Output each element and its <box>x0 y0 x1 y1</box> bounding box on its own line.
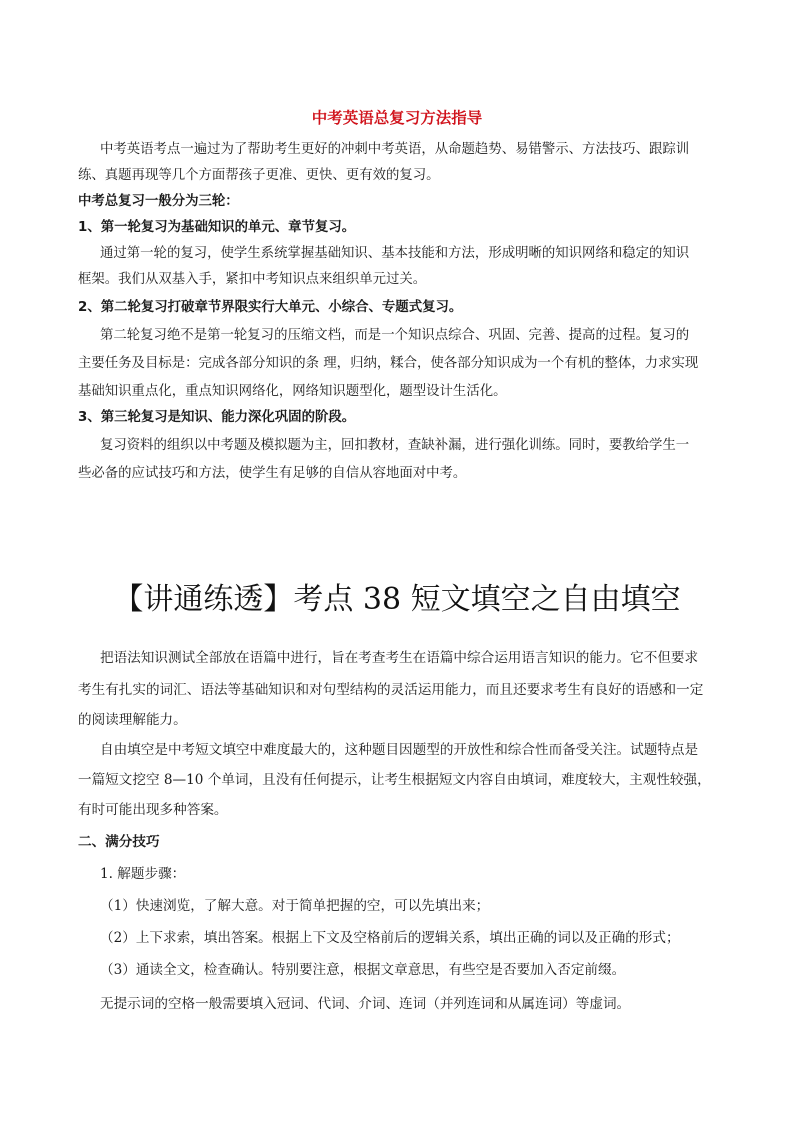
intro-line-1: 中考英语考点一遍过为了帮助考生更好的冲刺中考英语，从命题趋势、易错警示、方法技巧、跟踪训 <box>100 142 690 157</box>
section1-title: 中考英语总复习方法指导 <box>311 109 483 127</box>
round1-body-1: 通过第一轮的复习，使学生系统掌握基础知识、基本技能和方法，形成明晰的知识网络和稳定的知识 <box>100 246 690 261</box>
intro-line-2: 练、真题再现等几个方面帮孩子更准、更快、更有效的复习。 <box>78 168 440 183</box>
round1-body-2: 框架。我们从双基入手，紧扣中考知识点来组织单元过关。 <box>78 272 427 287</box>
round1-heading: 1、第一轮复习为基础知识的单元、章节复习。 <box>78 220 356 235</box>
para2-line-1: 自由填空是中考短文填空中难度最大的，这种题目因题型的开放性和综合性而备受关注。试题特点是 <box>100 742 699 758</box>
step-1: （1）快速浏览，了解大意。对于简单把握的空，可以先填出来； <box>100 898 490 914</box>
step-3: （3）通读全文，检查确认。特别要注意，根据文章意思，有些空是否要加入否定前缀。 <box>100 962 626 978</box>
section2-title: 【讲通练透】考点 38 短文填空之自由填空 <box>113 582 681 617</box>
para2-line-3: 有时可能出现多种答案。 <box>78 802 228 818</box>
closing-line: 无提示词的空格一般需要填入冠词、代词、介词、连词（并列连词和从属连词）等虚词。 <box>100 996 631 1012</box>
para1-line-3: 的阅读理解能力。 <box>78 712 187 728</box>
round3-body-1: 复习资料的组织以中考题及模拟题为主，回扣教材，查缺补漏，进行强化训练。同时，要教给学生一 <box>100 438 690 453</box>
round2-body-1: 第二轮复习绝不是第一轮复习的压缩文档，而是一个知识点综合、巩固、完善、提高的过程。复习的 <box>100 328 690 343</box>
round2-body-2: 主要任务及目标是：完成各部分知识的条 理，归纳，糅合，使各部分知识成为一个有机的整体，力求实现 <box>78 356 699 371</box>
round3-body-2: 些必备的应试技巧和方法，使学生有足够的自信从容地面对中考。 <box>78 466 467 481</box>
steps-heading: 1. 解题步骤： <box>100 866 186 882</box>
round2-body-3: 基础知识重点化，重点知识网络化，网络知识题型化，题型设计生活化。 <box>78 384 507 399</box>
para2-line-2: 一篇短文挖空 8—10 个单词，且没有任何提示，让考生根据短文内容自由填词，难度较大，主观性较强， <box>78 772 711 788</box>
para1-line-2: 考生有扎实的词汇、语法等基础知识和对句型结构的灵活运用能力，而且还要求考生有良好的语感和一定 <box>78 682 704 698</box>
step-2: （2）上下求索，填出答案。根据上下文及空格前后的逻辑关系，填出正确的词以及正确的形式； <box>100 930 680 946</box>
round2-heading: 2、第二轮复习打破章节界限实行大单元、小综合、专题式复习。 <box>78 300 463 315</box>
para1-line-1: 把语法知识测试全部放在语篇中进行，旨在考查考生在语篇中综合运用语言知识的能力。它不但要求 <box>100 650 699 666</box>
round3-heading: 3、第三轮复习是知识、能力深化巩固的阶段。 <box>78 410 356 425</box>
tips-heading: 二、满分技巧 <box>78 834 160 850</box>
overview-heading: 中考总复习一般分为三轮： <box>78 194 239 209</box>
